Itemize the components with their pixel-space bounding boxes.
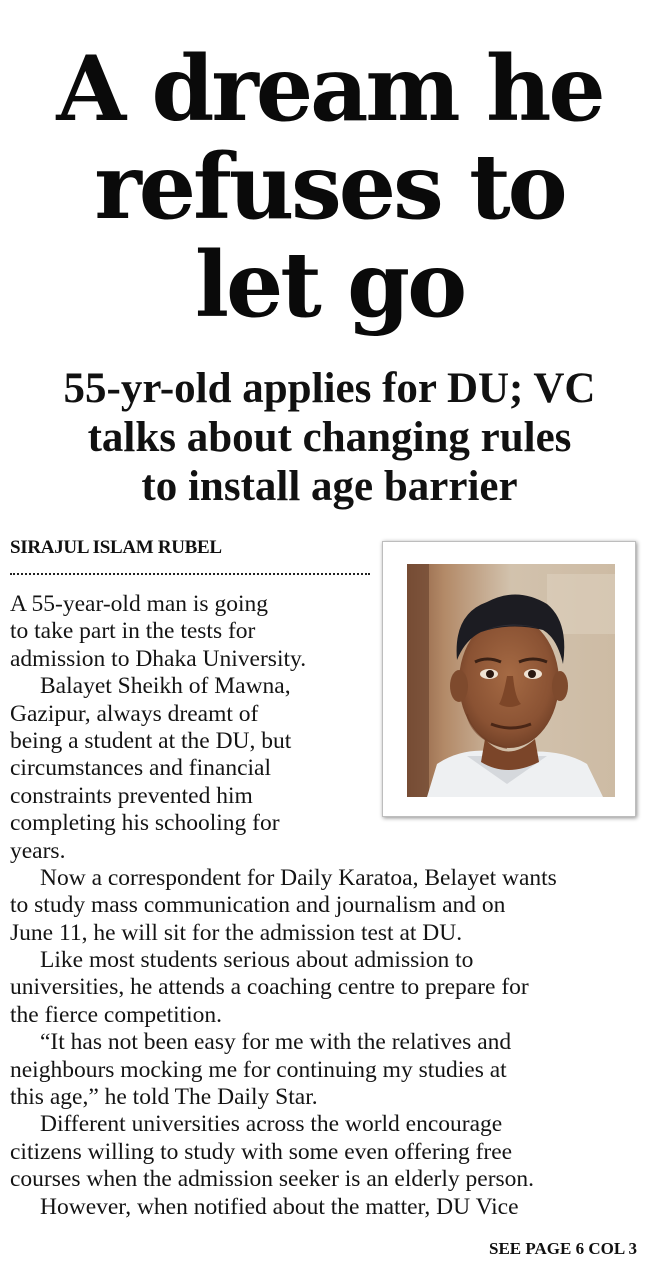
- paragraph-line: neighbours mocking me for continuing my studies at: [10, 1056, 507, 1083]
- paragraph-line: Gazipur, always dreamt of: [10, 700, 259, 727]
- subheadline-line: talks about changing rules: [87, 414, 572, 461]
- headline-line: refuses to: [94, 134, 565, 240]
- paragraph-line: admission to Dhaka University.: [10, 645, 307, 672]
- paragraph-line: to take part in the tests for: [10, 618, 256, 645]
- paragraph-line: citizens willing to study with some even offering free: [10, 1138, 513, 1165]
- paragraph-start-line: Now a correspondent for Daily Karatoa, Belayet wants: [40, 864, 557, 891]
- paragraph-line: circumstances and financial: [10, 755, 271, 782]
- paragraph-start-line: Different universities across the world encourage: [40, 1111, 503, 1138]
- paragraph-line: completing his schooling for: [10, 810, 280, 837]
- paragraph-line: the fierce competition.: [10, 1001, 223, 1028]
- paragraph-start-line: “It has not been easy for me with the relatives and: [40, 1029, 512, 1056]
- byline-divider: [10, 573, 370, 575]
- paragraph-line: being a student at the DU, but: [10, 727, 292, 754]
- subheadline: [0, 364, 659, 511]
- paragraph-line: to study mass communication and journalism and on: [10, 892, 506, 919]
- subheadline-line: 55-yr-old applies for DU; VC: [63, 365, 596, 412]
- continuation-jump: SEE PAGE 6 COL 3: [489, 1239, 637, 1258]
- paragraph-line: June 11, he will sit for the admission test at DU.: [10, 919, 463, 946]
- paragraph-line: courses when the admission seeker is an elderly person.: [10, 1166, 535, 1193]
- paragraph-start-line: However, when notified about the matter, DU Vice: [40, 1193, 519, 1220]
- byline: SIRAJUL ISLAM RUBEL: [10, 537, 222, 558]
- headline-line: let go: [194, 232, 465, 338]
- article-body: [10, 591, 650, 1221]
- paragraph-start-line: Like most students serious about admission to: [40, 947, 474, 974]
- paragraph-line: constraints prevented him: [10, 782, 253, 809]
- paragraph-line: A 55-year-old man is going: [10, 591, 268, 617]
- headline: [0, 36, 659, 338]
- paragraph-start-line: Balayet Sheikh of Mawna,: [40, 673, 291, 700]
- paragraph-line: this age,” he told The Daily Star.: [10, 1084, 318, 1111]
- paragraph-line: universities, he attends a coaching centre to prepare for: [10, 974, 529, 1001]
- headline-line: A dream he: [56, 36, 603, 142]
- subheadline-line: to install age barrier: [141, 463, 518, 510]
- paragraph-line: years.: [10, 837, 66, 864]
